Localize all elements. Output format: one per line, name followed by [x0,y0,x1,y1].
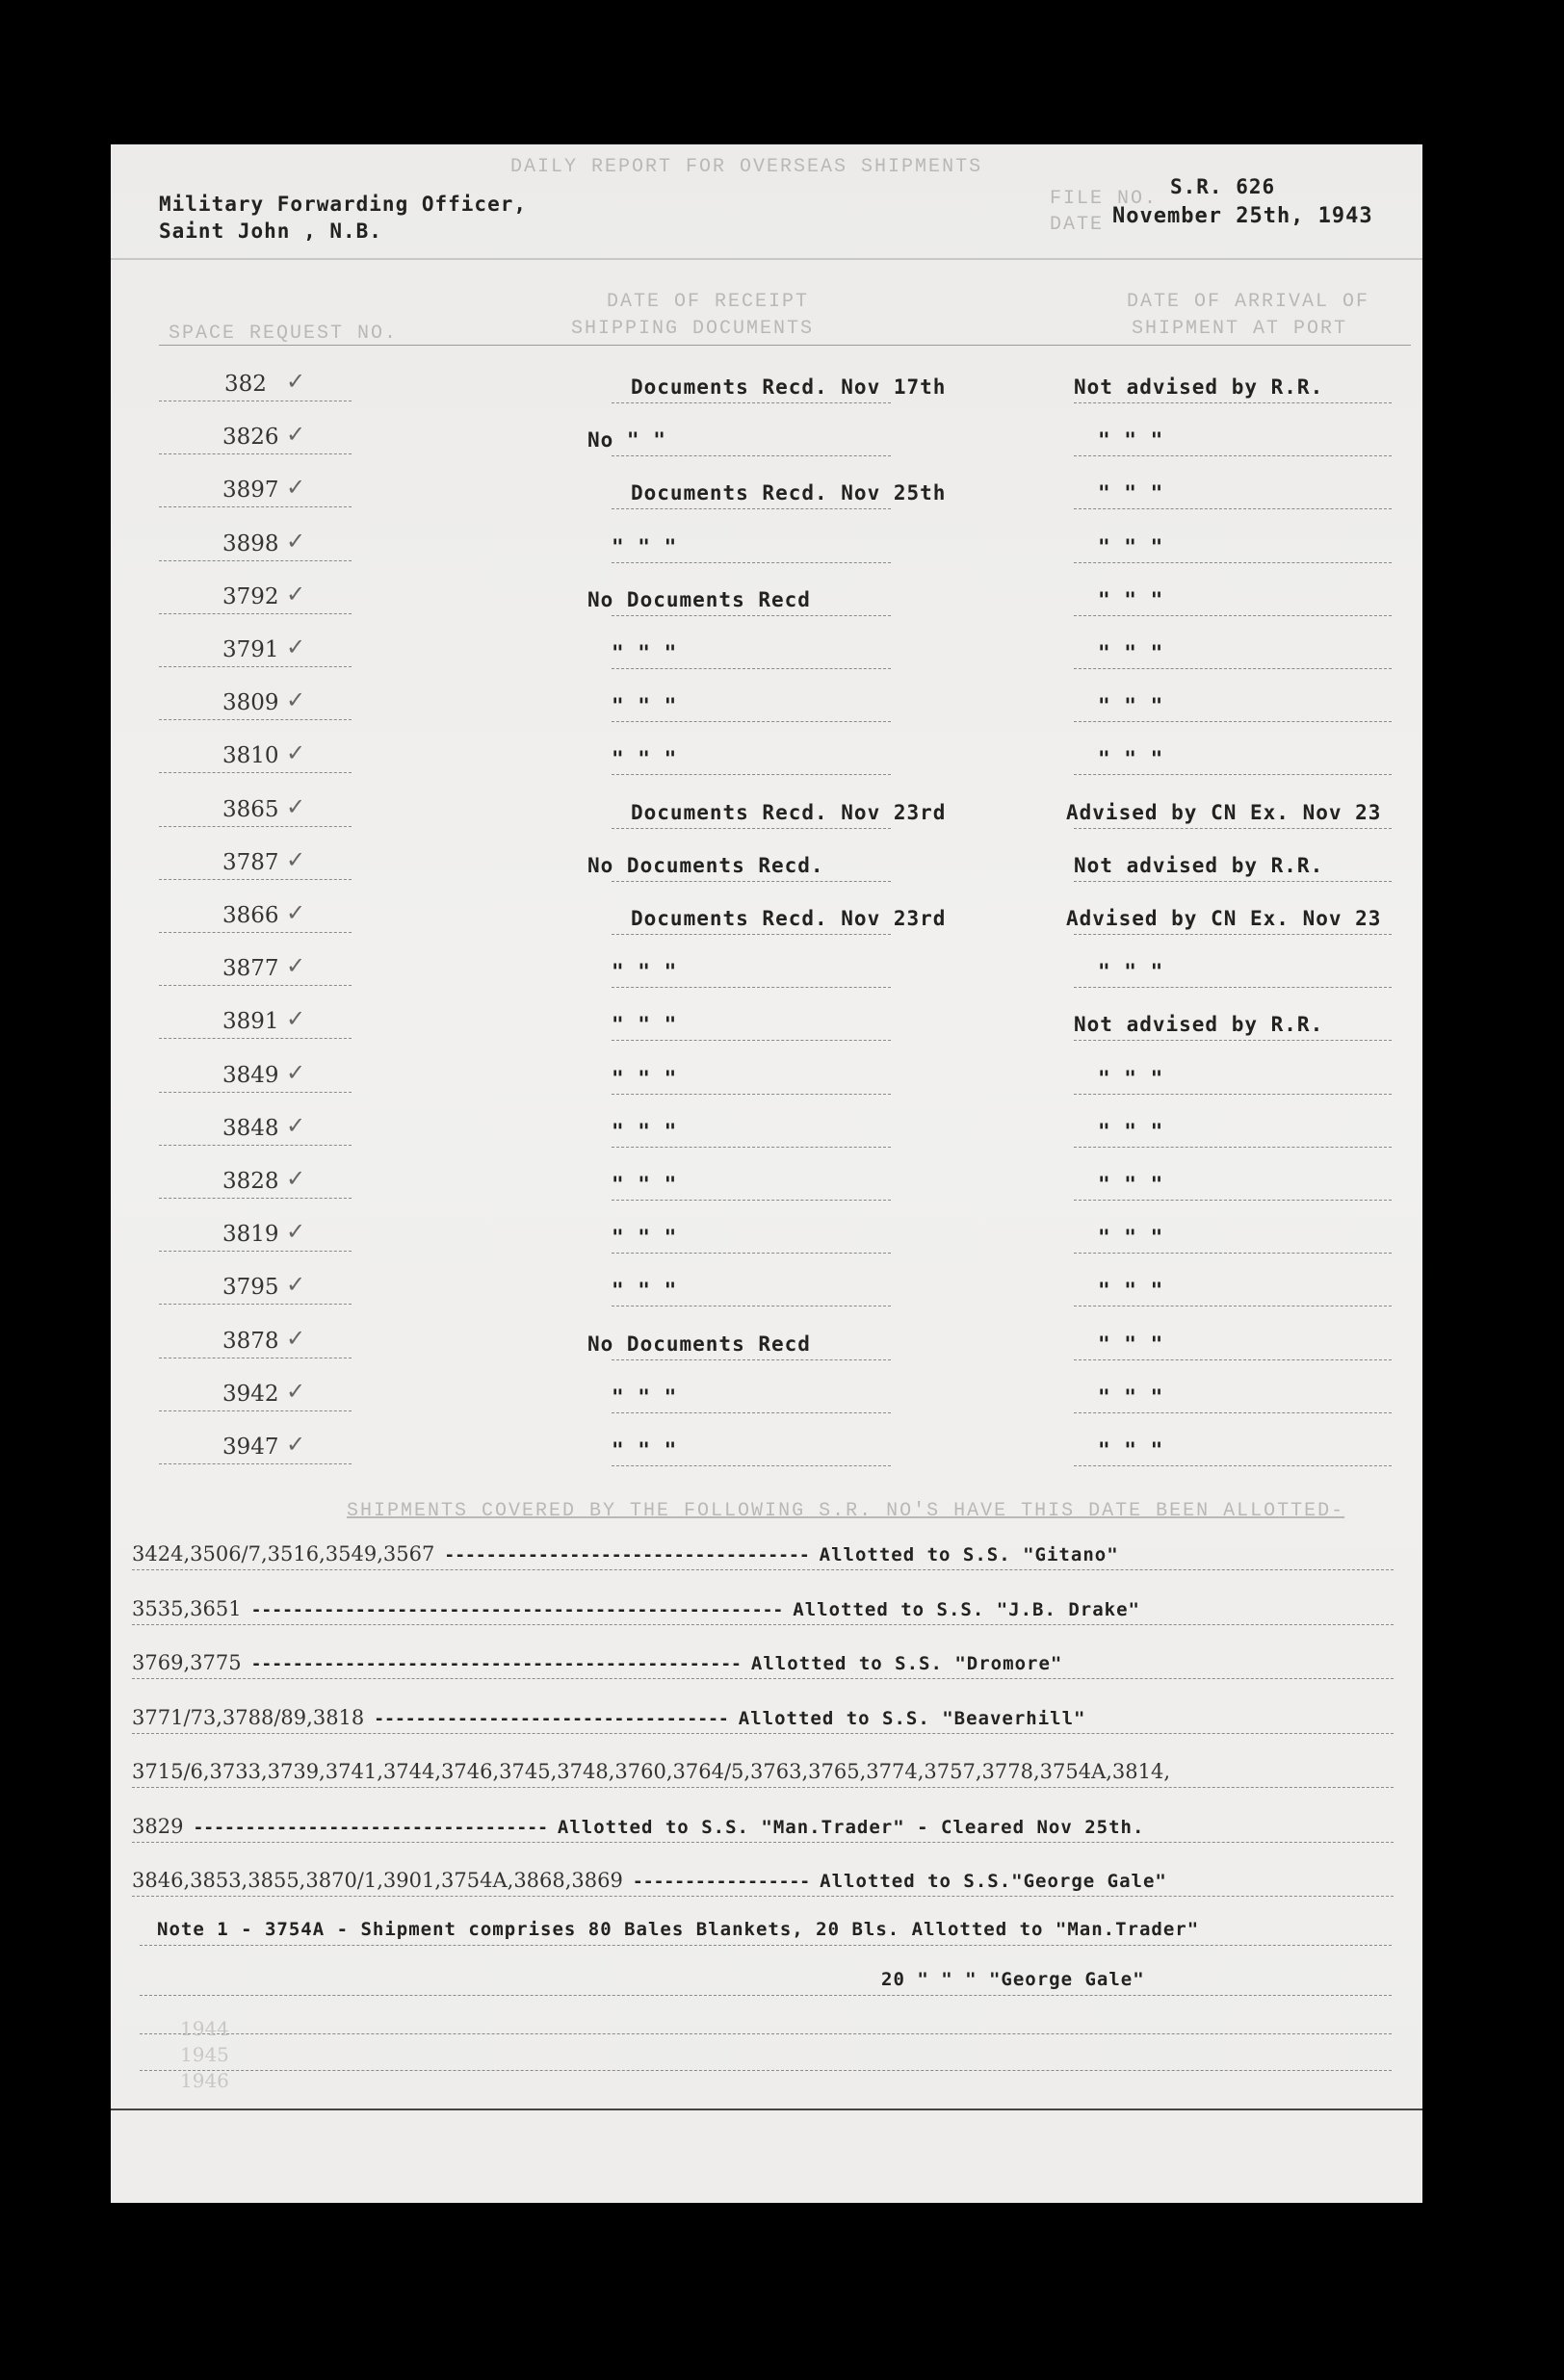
documents-rule [612,1253,891,1254]
col-receipt-line-2: SHIPPING DOCUMENTS [571,318,815,340]
shipping-documents-status: " " " [612,960,678,983]
check-mark-icon: ✓ [286,581,306,608]
shipping-documents-status: " " " [612,1226,678,1249]
documents-rule [612,828,891,829]
arrival-rule [1074,934,1392,935]
space-request-number: 3810 [222,743,279,768]
shipping-documents-status: " " " [612,1013,678,1036]
col-space-request: SPACE REQUEST NO. [169,323,399,345]
shipping-documents-status: " " " [612,694,678,717]
arrival-status: " " " [1098,1332,1164,1356]
sender-line-1: Military Forwarding Officer, [159,193,528,216]
documents-rule [612,1412,891,1413]
arrival-status: " " " [1098,694,1164,717]
allotment-rule [132,1896,1394,1897]
arrival-status: Not advised by R.R. [1074,854,1324,877]
space-request-number: 3809 [222,690,279,715]
space-request-rule [159,666,352,667]
space-request-rule [159,453,352,454]
allotment-vessel: Allotted to S.S. "Man.Trader" - Cleared Nov 25th. [557,1817,1145,1838]
allotment-line [132,1542,1119,1565]
arrival-status: " " " [1098,1120,1164,1143]
col-receipt-line-1: DATE OF RECEIPT [607,291,810,313]
allotment-line [132,1651,1062,1674]
check-mark-icon: ✓ [286,1271,306,1298]
allotment-line [132,1597,1140,1620]
allotment-rule [132,1842,1394,1843]
arrival-status: " " " [1098,1173,1164,1196]
shipping-documents-status: " " " [612,1385,678,1409]
check-mark-icon: ✓ [286,474,306,501]
allotment-vessel: Allotted to S.S."George Gale" [820,1871,1167,1892]
space-request-number: 3877 [222,956,279,981]
arrival-rule [1074,828,1392,829]
allotment-request-numbers: 3771/73,3788/89,3818 [132,1706,365,1729]
check-mark-icon: ✓ [286,1112,306,1139]
arrival-status: " " " [1098,481,1164,504]
allotment-request-numbers: 3846,3853,3855,3870/1,3901,3754A,3868,3869 [132,1869,623,1892]
check-mark-icon: ✓ [286,1165,306,1192]
space-request-number: 3795 [222,1275,279,1300]
space-request-rule [159,719,352,720]
shipping-documents-status: No Documents Recd. [587,854,824,877]
arrival-rule [1074,774,1392,775]
check-mark-icon: ✓ [286,952,306,979]
arrival-rule [1074,881,1392,882]
space-request-number: 3947 [222,1435,279,1460]
space-request-number: 3828 [222,1169,279,1194]
margin-pencil-1: 1944 [180,2017,229,2040]
column-heading-rule [159,345,1411,346]
documents-rule [612,615,891,616]
check-mark-icon: ✓ [286,1431,306,1458]
arrival-status: Advised by CN Ex. Nov 23 [1066,801,1382,824]
arrival-rule [1074,1040,1392,1041]
shipping-documents-status: " " " [612,535,678,558]
shipping-documents-status: " " " [612,747,678,770]
file-label: FILE NO. [1050,188,1159,210]
allotment-vessel: Allotted to S.S. "J.B. Drake" [793,1599,1140,1620]
arrival-rule [1074,1412,1392,1413]
space-request-number: 3792 [222,584,279,609]
allotment-rule [132,1569,1394,1570]
space-request-rule [159,985,352,986]
space-request-rule [159,1304,352,1305]
space-request-rule [159,772,352,773]
allotment-rule [132,1787,1394,1788]
shipping-documents-status: " " " [612,1067,678,1090]
note-line-1: Note 1 - 3754A - Shipment comprises 80 Bales Blankets, 20 Bls. Allotted to "Man.Trader" [157,1919,1200,1940]
note-rule-2 [140,1995,1392,1996]
allotment-leader-dashes: ---------------------------------- [374,1709,729,1729]
arrival-status: " " " [1098,641,1164,664]
space-request-rule [159,1463,352,1464]
allotment-vessel: Allotted to S.S. "Beaverhill" [738,1708,1086,1729]
documents-rule [612,721,891,722]
space-request-rule [159,1145,352,1146]
check-mark-icon: ✓ [286,739,306,766]
arrival-status: " " " [1098,588,1164,611]
arrival-rule [1074,1359,1392,1360]
space-request-rule [159,1038,352,1039]
allotment-leader-dashes: ----------------------------------- [444,1545,810,1565]
allotment-rule [132,1678,1394,1679]
arrival-rule [1074,987,1392,988]
check-mark-icon: ✓ [286,793,306,820]
arrival-rule [1074,455,1392,456]
note-rule-3 [140,2033,1392,2034]
allotment-vessel: Allotted to S.S. "Gitano" [819,1544,1119,1565]
shipping-documents-status: " " " [612,1438,678,1462]
shipping-documents-status: Documents Recd. Nov 17th [631,375,947,399]
shipping-documents-status: Documents Recd. Nov 25th [631,481,947,504]
allotment-line [132,1815,1144,1838]
allotment-request-numbers: 3535,3651 [132,1597,242,1620]
space-request-number: 3819 [222,1222,279,1247]
arrival-rule [1074,1094,1392,1095]
arrival-status: Advised by CN Ex. Nov 23 [1066,907,1382,930]
check-mark-icon: ✓ [286,899,306,926]
space-request-rule [159,1092,352,1093]
allotment-line [132,1760,1189,1783]
shipping-documents-status: " " " [612,1120,678,1143]
allotment-line [132,1869,1167,1892]
arrival-status: Not advised by R.R. [1074,1013,1324,1036]
space-request-number: 3898 [222,531,279,556]
allotment-leader-dashes: ---------------------------------- [193,1818,548,1838]
col-arrival-line-2: SHIPMENT AT PORT [1132,318,1348,340]
allotment-line [132,1706,1085,1729]
shipping-documents-status: " " " [612,1173,678,1196]
documents-rule [612,774,891,775]
allotment-leader-dashes: ----------------------------------------------- [250,1654,742,1674]
allotment-request-numbers: 3424,3506/7,3516,3549,3567 [132,1542,435,1565]
margin-pencil-2: 1945 [180,2043,229,2066]
date-label: DATE [1050,214,1105,236]
check-mark-icon: ✓ [286,1325,306,1352]
footer-rule [111,2108,1422,2110]
check-mark-icon: ✓ [286,686,306,713]
form-title: DAILY REPORT FOR OVERSEAS SHIPMENTS [510,156,983,178]
arrival-status: " " " [1098,428,1164,452]
shipping-documents-status: " " " [612,1279,678,1302]
documents-rule [612,1465,891,1466]
documents-rule [612,1040,891,1041]
arrival-status: " " " [1098,960,1164,983]
space-request-number: 3891 [222,1009,279,1034]
space-request-rule [159,506,352,507]
arrival-rule [1074,1253,1392,1254]
allotment-request-numbers: 3715/6,3733,3739,3741,3744,3746,3745,3748,3760,3764/5,3763,3765,3774,3757,3778,3754A,3814, [132,1760,1171,1783]
space-request-number: 3865 [222,797,279,822]
arrival-status: " " " [1098,1385,1164,1409]
check-mark-icon: ✓ [286,1005,306,1032]
note-rule-4 [140,2070,1392,2071]
arrival-rule [1074,402,1392,403]
check-mark-icon: ✓ [286,1218,306,1245]
check-mark-icon: ✓ [286,846,306,873]
arrival-status: " " " [1098,747,1164,770]
documents-rule [612,1200,891,1201]
check-mark-icon: ✓ [286,1059,306,1086]
arrival-status: " " " [1098,1067,1164,1090]
check-mark-icon: ✓ [286,368,306,395]
documents-rule [612,1094,891,1095]
sender-line-2: Saint John , N.B. [159,220,382,243]
documents-rule [612,562,891,563]
arrival-rule [1074,721,1392,722]
col-arrival-line-1: DATE OF ARRIVAL OF [1127,291,1370,313]
space-request-number: 3942 [222,1382,279,1407]
space-request-rule [159,1198,352,1199]
note-rule-1 [140,1945,1392,1946]
shipping-documents-status: Documents Recd. Nov 23rd [631,801,947,824]
allotment-section-heading: SHIPMENTS COVERED BY THE FOLLOWING S.R. NO'S HAVE THIS DATE BEEN ALLOTTED- [347,1500,1345,1522]
shipping-documents-status: No " " [587,428,666,452]
shipping-documents-status: Documents Recd. Nov 23rd [631,907,947,930]
allotment-request-numbers: 3829 [132,1815,184,1838]
documents-rule [612,402,891,403]
allotment-leader-dashes: ----------------- [632,1872,811,1892]
arrival-rule [1074,562,1392,563]
allotment-leader-dashes: --------------------------------------------------- [250,1600,784,1620]
sr-number: S.R. 626 [1170,175,1276,198]
arrival-status: " " " [1098,1279,1164,1302]
arrival-rule [1074,1147,1392,1148]
allotment-vessel: Allotted to S.S. "Dromore" [750,1653,1063,1674]
shipping-documents-status: No Documents Recd [587,588,811,611]
check-mark-icon: ✓ [286,421,306,448]
note-line-2: 20 " " " "George Gale" [881,1969,1145,1990]
shipping-documents-status: No Documents Recd [587,1332,811,1356]
allotment-rule [132,1624,1394,1625]
header-divider [111,258,1422,260]
check-mark-icon: ✓ [286,528,306,555]
margin-pencil-3: 1946 [180,2069,229,2092]
space-request-number: 3791 [222,637,279,662]
space-request-number: 3787 [222,850,279,875]
space-request-rule [159,826,352,827]
documents-rule [612,934,891,935]
space-request-rule [159,1410,352,1411]
arrival-status: " " " [1098,535,1164,558]
arrival-status: " " " [1098,1226,1164,1249]
space-request-rule [159,613,352,614]
space-request-number: 3848 [222,1116,279,1141]
documents-rule [612,987,891,988]
documents-rule [612,1359,891,1360]
check-mark-icon: ✓ [286,1378,306,1405]
check-mark-icon: ✓ [286,634,306,660]
arrival-rule [1074,668,1392,669]
space-request-rule [159,1251,352,1252]
arrival-rule [1074,1465,1392,1466]
space-request-number: 3866 [222,903,279,928]
space-request-number: 382 [224,372,267,397]
arrival-status: " " " [1098,1438,1164,1462]
arrival-rule [1074,615,1392,616]
document-page [111,144,1422,2203]
documents-rule [612,668,891,669]
documents-rule [612,455,891,456]
arrival-rule [1074,508,1392,509]
allotment-request-numbers: 3769,3775 [132,1651,242,1674]
arrival-rule [1074,1200,1392,1201]
space-request-rule [159,560,352,561]
space-request-number: 3897 [222,478,279,503]
allotment-rule [132,1733,1394,1734]
arrival-status: Not advised by R.R. [1074,375,1324,399]
documents-rule [612,508,891,509]
report-date: November 25th, 1943 [1112,204,1373,228]
space-request-number: 3849 [222,1063,279,1088]
documents-rule [612,1147,891,1148]
documents-rule [612,881,891,882]
shipping-documents-status: " " " [612,641,678,664]
space-request-number: 3826 [222,425,279,450]
space-request-number: 3878 [222,1329,279,1354]
space-request-rule [159,879,352,880]
space-request-rule [159,932,352,933]
